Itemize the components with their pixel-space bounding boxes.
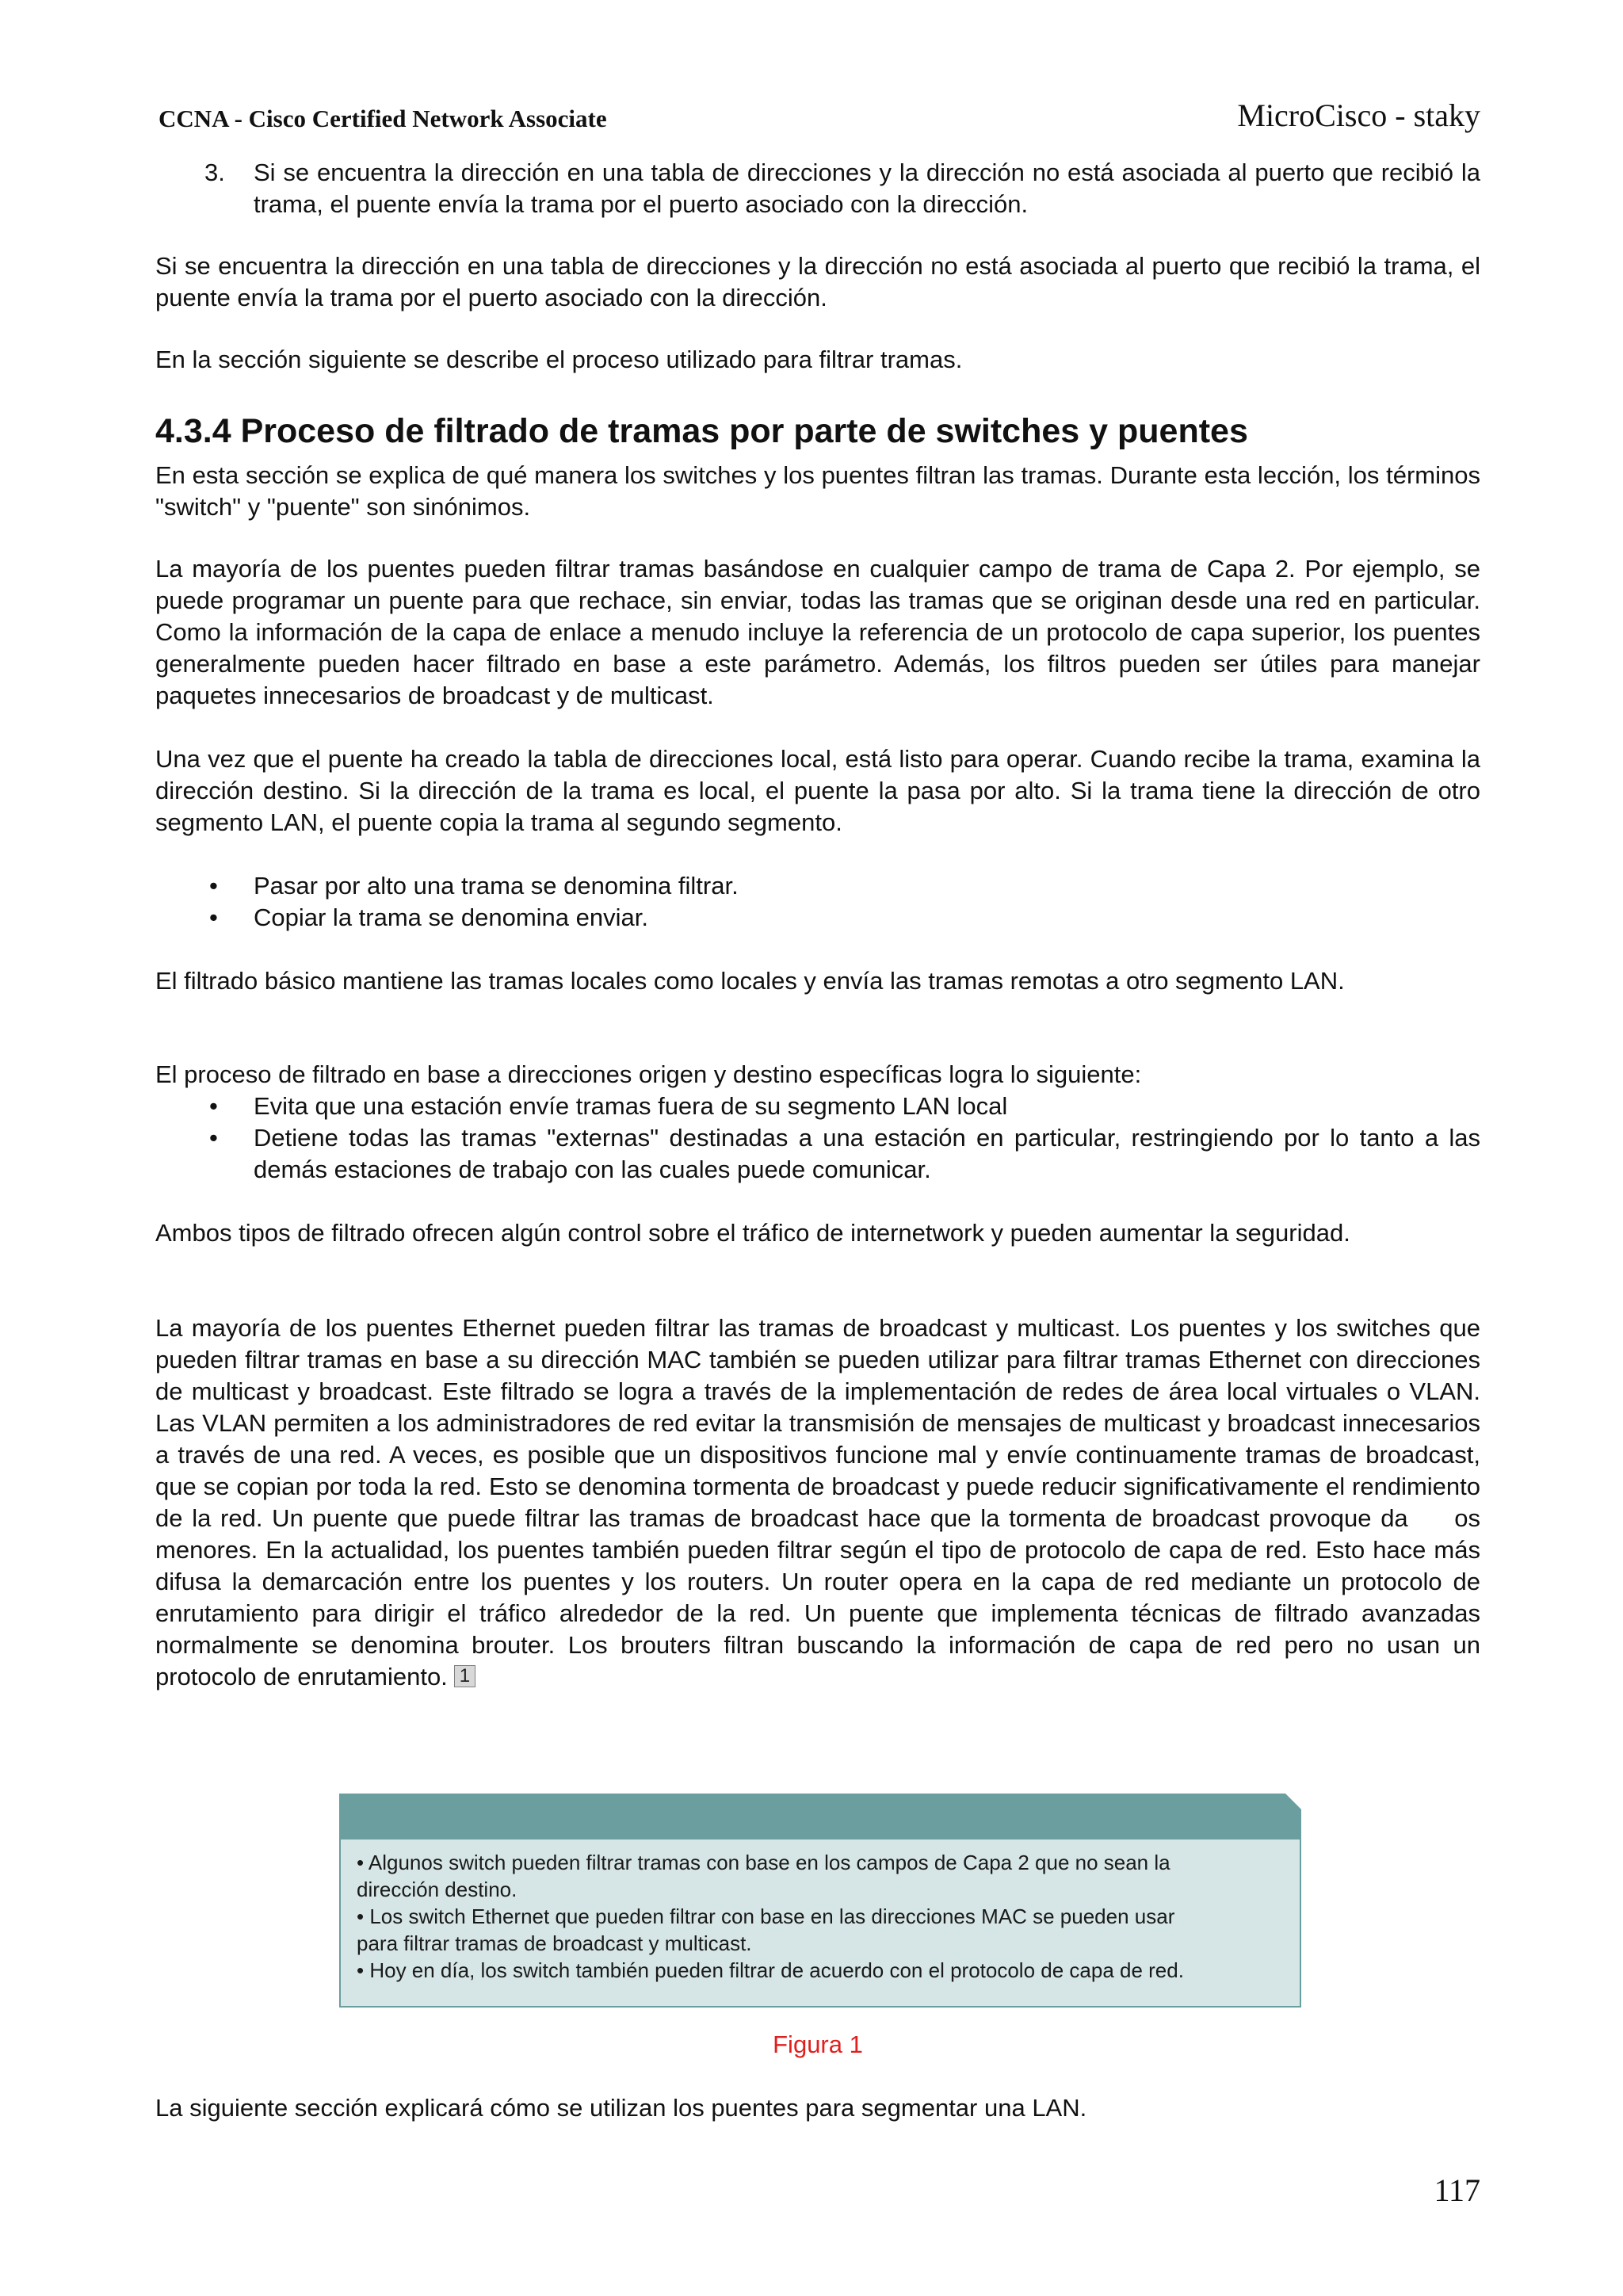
list-item xyxy=(155,870,1480,902)
paragraph-4: La mayoría de los puentes pueden filtrar tramas basándose en cualquier campo de trama de Capa 2. Por ejemplo, se puede programar un puente para que rechace, sin enviar, todas las tramas que se originan desde una red en particular. Como la información de la capa de enlace a menudo incluye la referencia de un protocolo de capa superior, los puentes generalmente pueden hacer filtrado en base a este parámetro. Además, los filtros pueden ser útiles para manejar paquetes innecesarios de broadcast y de multicast. xyxy=(155,555,1480,709)
figure-1 xyxy=(339,1794,1301,2008)
header-title: CCNA - Cisco Certified Network Associate xyxy=(158,105,607,132)
section-title: 4.3.4 Proceso de filtrado de tramas por parte de switches y puentes xyxy=(155,412,1248,450)
paragraph-8: Ambos tipos de filtrado ofrecen algún control sobre el tráfico de internetwork y pueden aumentar la seguridad. xyxy=(155,1219,1350,1247)
list-item xyxy=(155,1122,1480,1186)
header-author: MicroCisco - staky xyxy=(1237,97,1480,133)
bullet-icon: • xyxy=(209,904,218,931)
page-number: 117 xyxy=(1434,2172,1480,2208)
bullet-list-a xyxy=(155,870,1480,934)
figure-text xyxy=(357,1849,1284,1984)
figure-header-band xyxy=(339,1794,1301,1839)
list-item xyxy=(155,1091,1480,1122)
bullet-list-b xyxy=(155,1091,1480,1186)
figure-line: • Algunos switch pueden filtrar tramas con base en los campos de Capa 2 que no sean la xyxy=(357,1851,1170,1874)
figure-line: dirección destino. xyxy=(357,1878,517,1901)
figure-corner-cut xyxy=(1285,1794,1301,1809)
paragraph-9 xyxy=(155,1312,1487,1693)
list-item-text: Detiene todas las tramas "externas" destinadas a una estación en particular, restringiendo por lo tanto a las demás estaciones de trabajo con las cuales puede comunicar. xyxy=(254,1124,1480,1183)
figure-line: para filtrar tramas de broadcast y multicast. xyxy=(357,1931,752,1955)
figure-reference-link[interactable]: 1 xyxy=(454,1665,475,1687)
item-text: Si se encuentra la dirección en una tabla de direcciones y la dirección no está asociada al puerto que recibió la trama, el puente envía la trama por el puerto asociado con la dirección. xyxy=(254,159,1480,218)
bullet-icon: • xyxy=(209,1124,218,1152)
item-number: 3. xyxy=(204,159,225,186)
paragraph-10: La siguiente sección explicará cómo se utilizan los puentes para segmentar una LAN. xyxy=(155,2094,1087,2122)
figure-line: • Los switch Ethernet que pueden filtrar con base en las direcciones MAC se pueden usar xyxy=(357,1904,1175,1928)
bullet-icon: • xyxy=(209,872,218,900)
figure-caption: Figura 1 xyxy=(773,2030,863,2058)
figure-line: • Hoy en día, los switch también pueden filtrar de acuerdo con el protocolo de capa de red. xyxy=(357,1958,1184,1982)
paragraph-1: Si se encuentra la dirección en una tabla de direcciones y la dirección no está asociada al puerto que recibió la trama, el puente envía la trama por el puerto asociado con la dirección. xyxy=(155,252,1480,311)
paragraph-3: En esta sección se explica de qué manera los switches y los puentes filtran las tramas. Durante esta lección, los términos "switch" y "puente" son sinónimos. xyxy=(155,461,1480,521)
paragraph-2: En la sección siguiente se describe el proceso utilizado para filtrar tramas. xyxy=(155,346,963,373)
list-item-text: Copiar la trama se denomina enviar. xyxy=(254,904,648,931)
paragraph-9-text: La mayoría de los puentes Ethernet pueden filtrar las tramas de broadcast y multicast. Los puentes y los switches que pueden filtrar tramas en base a su dirección MAC también se pueden utilizar para filtrar tramas Ethernet con direcciones de multicast y broadcast. Este filtrado se logra a través de la implementación de redes de área local virtuales o VLAN. Las VLAN permiten a los administradores de red evitar la transmisión de mensajes de multicast y broadcast innecesarios a través de una red. A veces, es posible que un dispositivos funcione mal y envíe continuamente tramas de broadcast, que se copian por toda la red. Esto se denomina tormenta de broadcast y puede reducir significativamente el rendimiento de la red. Un puente que puede filtrar las tramas de broadcast hace que la tormenta de broadcast provoque da os menores. En la actualidad, los puentes también pueden filtrar según el tipo de protocolo de capa de red. Esto hace más difusa la demarcación entre los puentes y los routers. Un router opera en la capa de red mediante un protocolo de enrutamiento para dirigir el tráfico alrededor de la red. Un puente que implementa técnicas de filtrado avanzadas normalmente se denomina brouter. Los brouters filtran buscando la información de capa de red pero no usan un protocolo de enrutamiento. xyxy=(155,1314,1487,1690)
list-item-text: Pasar por alto una trama se denomina filtrar. xyxy=(254,872,739,900)
list-item xyxy=(155,902,1480,934)
numbered-item-3 xyxy=(155,157,1480,220)
list-item-text: Evita que una estación envíe tramas fuera de su segmento LAN local xyxy=(254,1092,1008,1120)
paragraph-7: El proceso de filtrado en base a direcciones origen y destino específicas logra lo siguiente: xyxy=(155,1060,1142,1088)
figure-content-box xyxy=(339,1839,1301,2008)
page-header xyxy=(155,94,1480,141)
paragraph-5: Una vez que el puente ha creado la tabla de direcciones local, está listo para operar. Cuando recibe la trama, examina la dirección destino. Si la dirección de la trama es local, el puente la pasa por alto. Si la trama tiene la dirección de otro segmento LAN, el puente copia la trama al segundo segmento. xyxy=(155,745,1480,836)
bullet-icon: • xyxy=(209,1092,218,1120)
paragraph-6: El filtrado básico mantiene las tramas locales como locales y envía las tramas remotas a otro segmento LAN. xyxy=(155,967,1345,995)
